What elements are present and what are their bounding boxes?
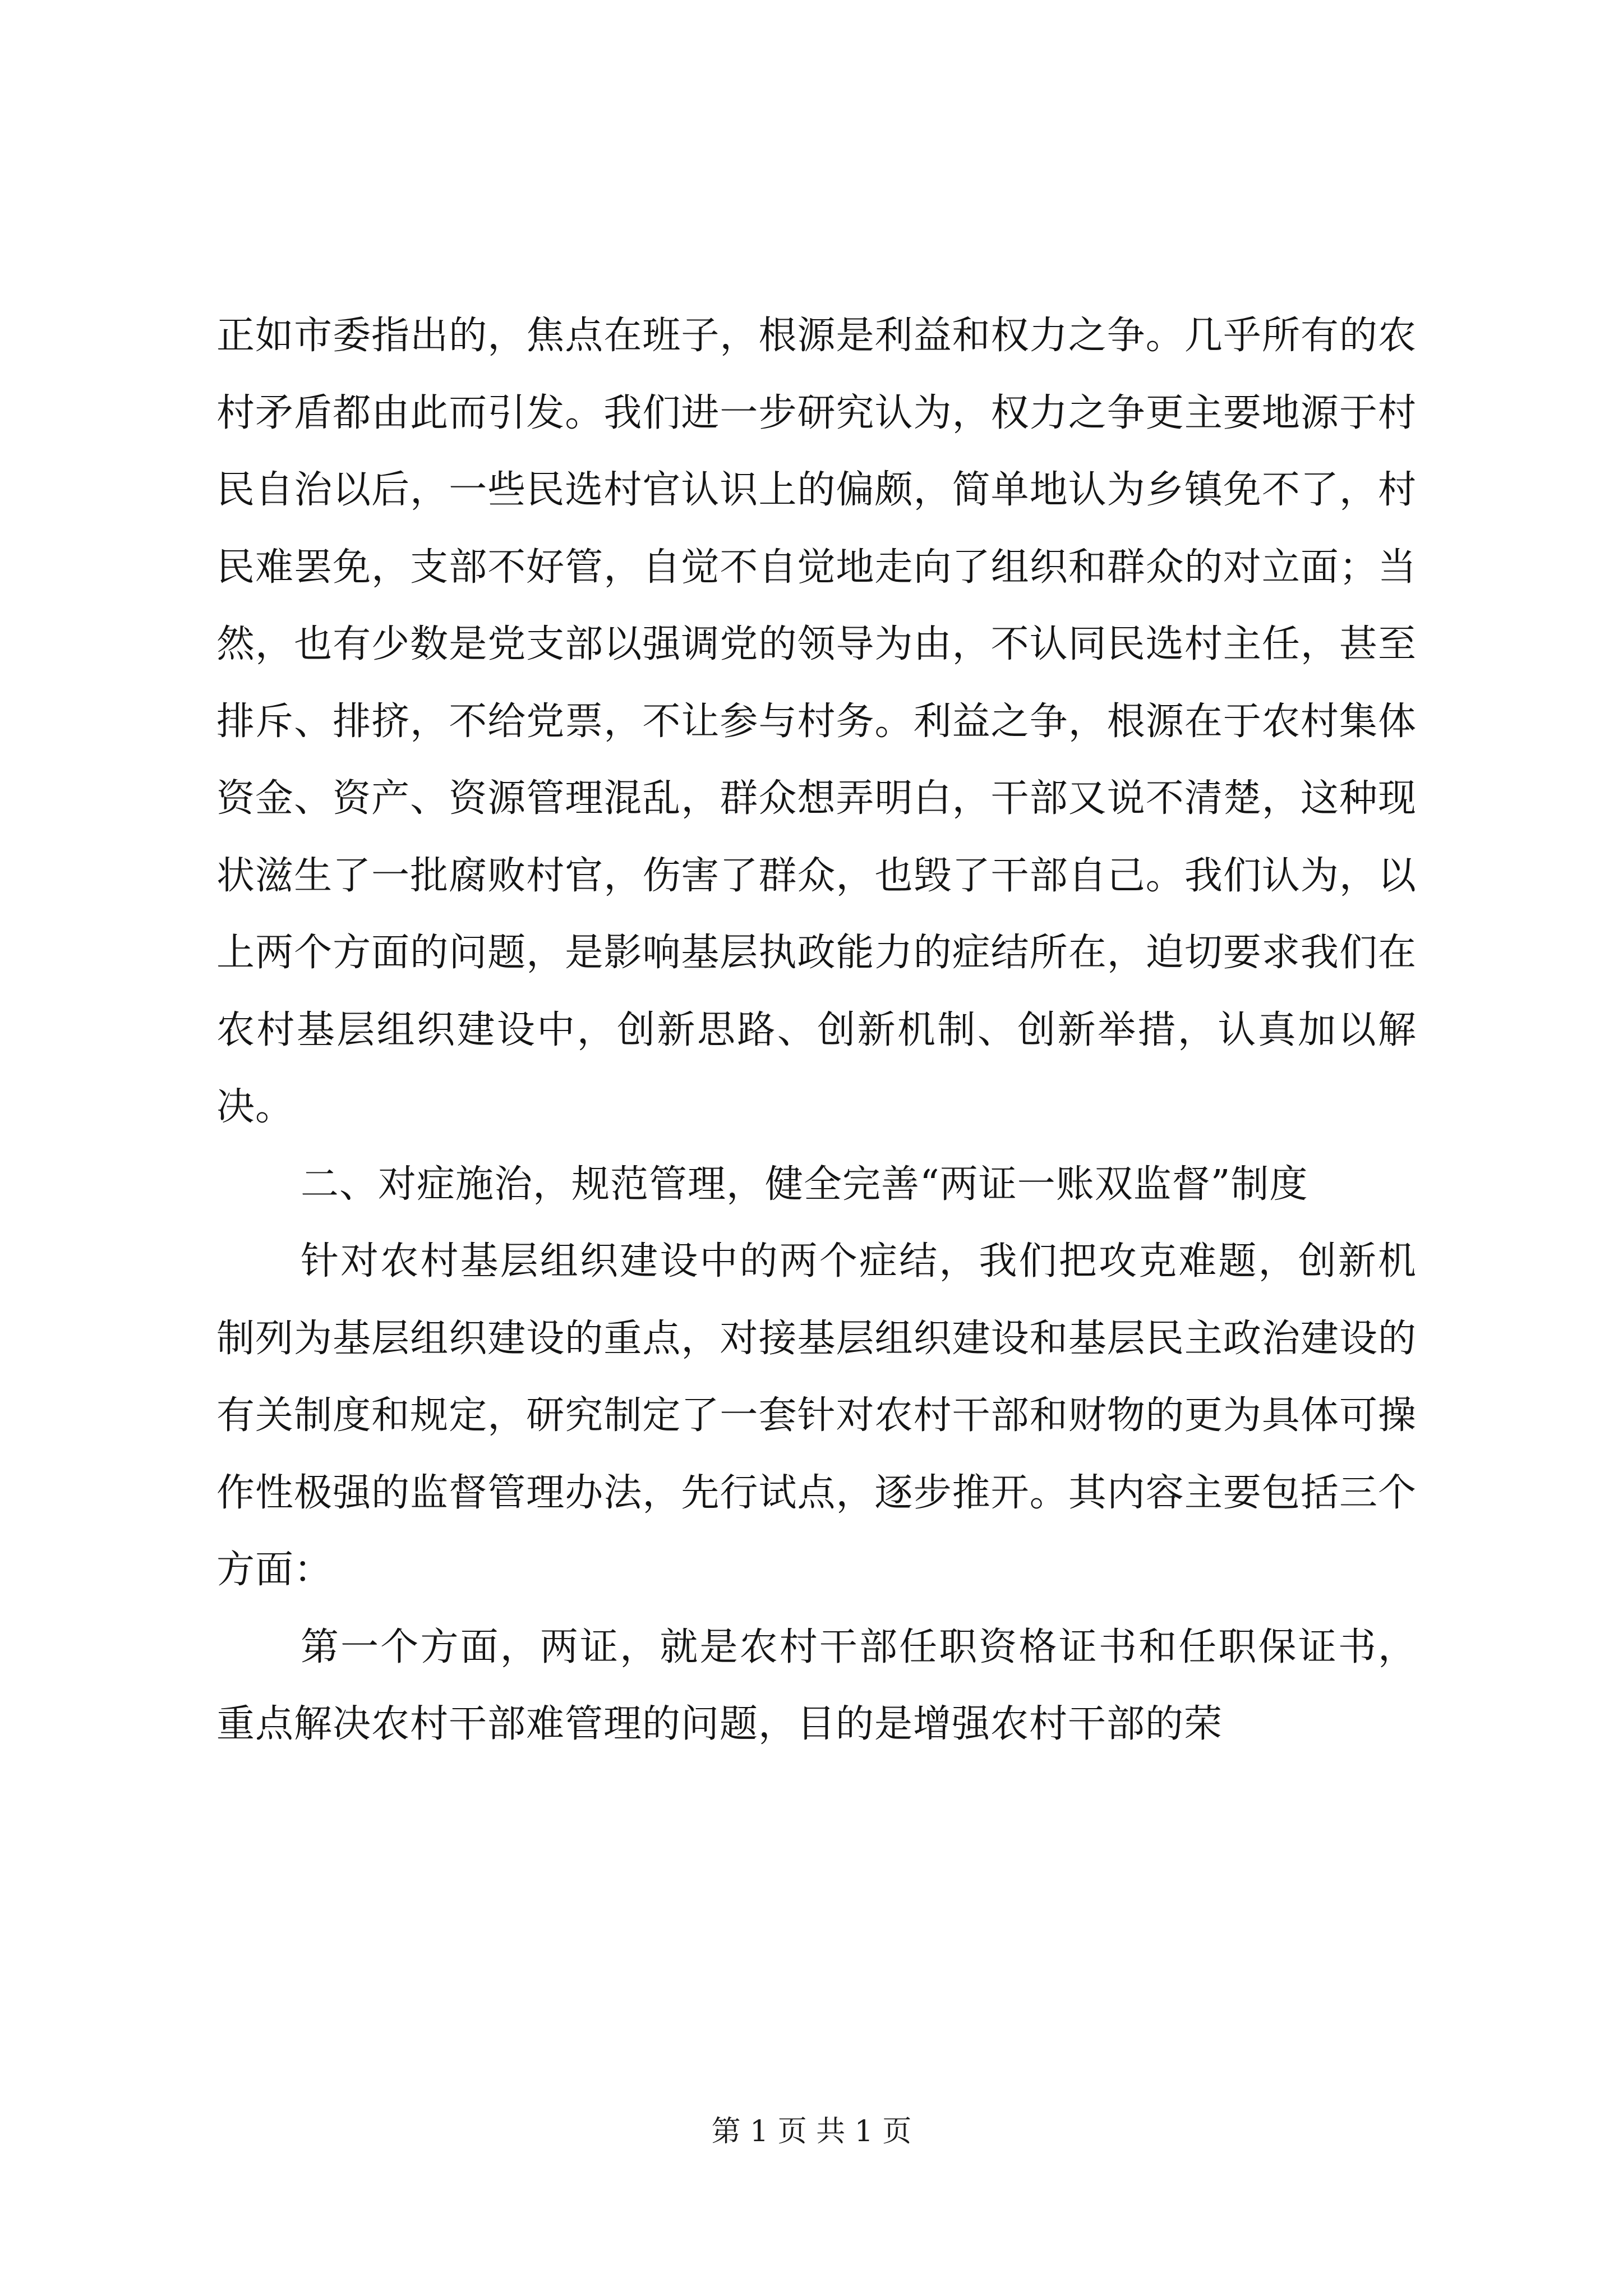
paragraph-continuation: 正如市委指出的，焦点在班子，根源是利益和权力之争。几乎所有的农村矛盾都由此而引发。我们进一步研究认为，权力之争更主要地源于村民自治以后，一些民选村官认识上的偏颇，简单地认为乡镇免不了，村民难罢免，支部不好管，自觉不自觉地走向了组织和群众的对立面；当然，也有少数是党支部以强调党的领导为由，不认同民选村主任，甚至排斥、排挤，不给党票，不让参与村务。利益之争，根源在于农村集体资金、资产、资源管理混乱，群众想弄明白，干部又说不清楚，这种现状滋生了一批腐败村官，伤害了群众，也毁了干部自己。我们认为，以上两个方面的问题，是影响基层执政能力的症结所在，迫切要求我们在农村基层组织建设中，创新思路、创新机制、创新举措，认真加以解决。 [216,314,1417,1129]
section-heading: 二、对症施治，规范管理，健全完善“两证一账双监督”制度 [301,1162,1308,1207]
paragraph: 针对农村基层组织建设中的两个症结，我们把攻克难题，创新机制列为基层组织建设的重点，对接基层组织建设和基层民主政治建设的有关制度和规定，研究制定了一套针对农村干部和财物的更为具体可操作性极强的监督管理办法，先行试点，逐步推开。其内容主要包括三个方面： [216,1239,1417,1592]
paragraph: 第一个方面，两证，就是农村干部任职资格证书和任职保证书，重点解决农村干部难管理的问题，目的是增强农村干部的荣 [216,1625,1417,1746]
page-footer: 第 1 页 共 1 页 [711,2115,912,2148]
document-body [216,297,1417,1763]
